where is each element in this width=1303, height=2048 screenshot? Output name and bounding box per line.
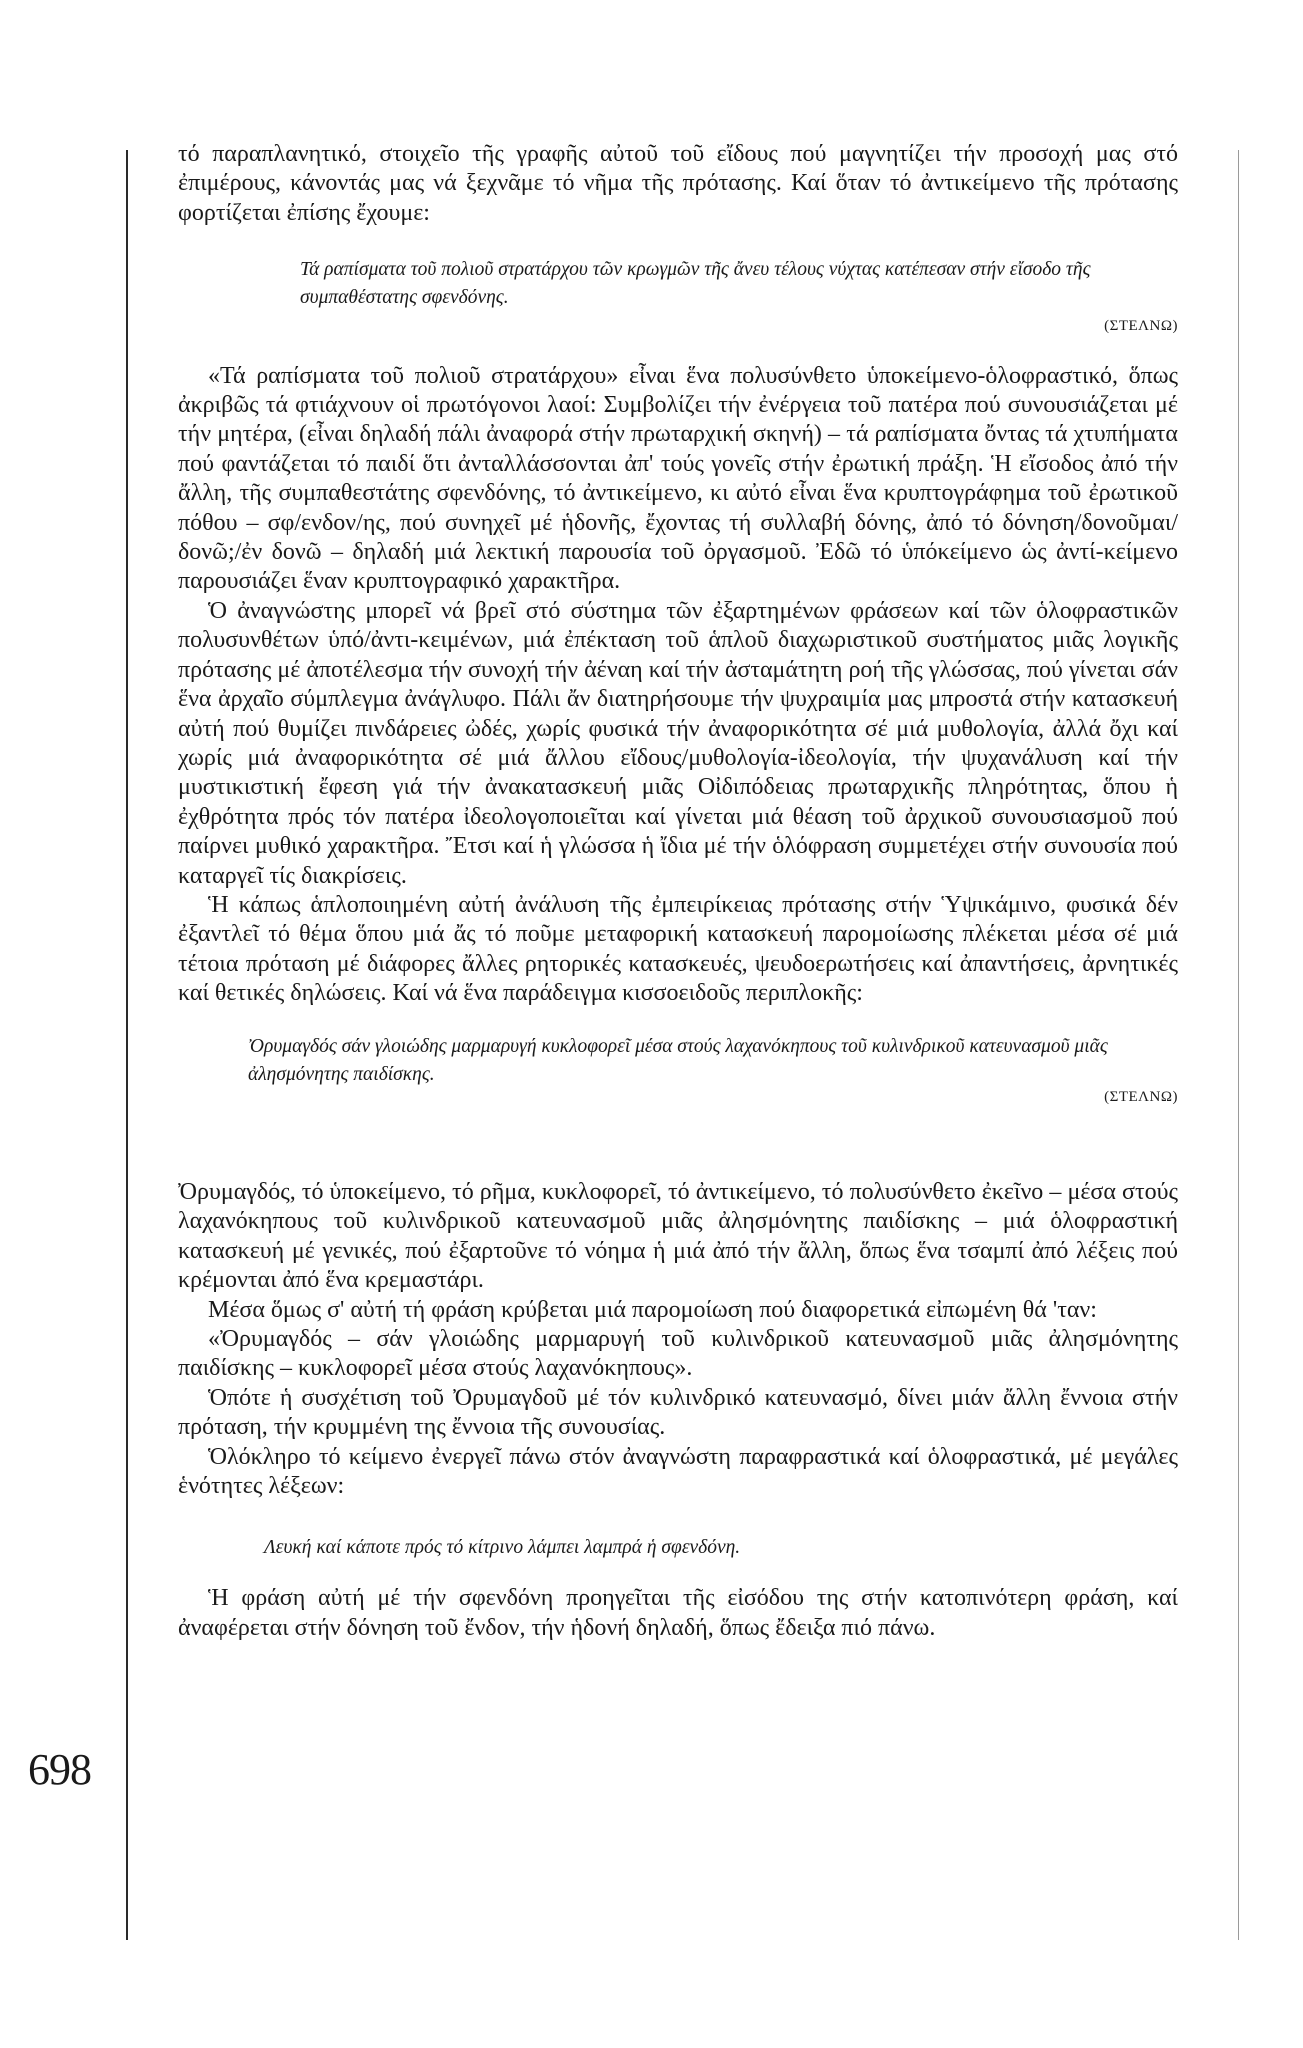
quotation-2: Ὀρυμαγδός σάν γλοιώδης μαρμαρυγή κυκλοφορεῖ μέσα στούς λαχανόκηπους τοῦ κυλινδρικοῦ κατευνασμοῦ μιᾶς ἀλησμόνητης παιδίσκης. — [248, 1035, 1108, 1085]
paragraph-1: τό παραπλανητικό, στοιχεῖο τῆς γραφῆς αὐτοῦ τοῦ εἴδους πού μαγνητίζει τήν προσοχή μας στό ἐπιμέρους, κάνοντάς μας νά ξεχνᾶμε τό νῆμα τῆς πρότασης. Καί ὅταν τό ἀντικείμενο τῆς πρότασης φορτίζεται ἐπίσης ἔχουμε: — [178, 141, 1178, 226]
quotation-1: Τά ραπίσματα τοῦ πολιοῦ στρατάρχου τῶν κρωγμῶν τῆς ἄνευ τέλους νύχτας κατέπεσαν στήν εἴσοδο τῆς συμπαθέστατης σφενδόνης. — [300, 259, 1091, 309]
paragraph-7: «Ὀρυμαγδός – σάν γλοιώδης μαρμαρυγή τοῦ κυλινδρικοῦ κατευνασμοῦ μιᾶς ἀλησμόνητης παιδίσκης – κυκλοφορεῖ μέσα στούς λαχανόκηπους». — [178, 1326, 1178, 1382]
body-text — [178, 140, 1178, 1643]
left-margin-rule — [126, 150, 128, 1940]
paragraph-2: «Τά ραπίσματα τοῦ πολιοῦ στρατάρχου» εἶναι ἕνα πολυσύνθετο ὑποκείμενο-ὁλοφραστικό, ὅπως ἀκριβῶς τά φτιάχνουν οἱ πρωτόγονοι λαοί: Συμβολίζει τήν ἐνέργεια τοῦ πατέρα πού συνουσιάζεται μέ τήν μητέρα, (εἶναι δηλαδή πάλι ἀναφορά στήν πρωταρχική σκηνή) – τά ραπίσματα ὄντας τά χτυπήματα πού φαντάζεται τό παιδί ὅτι ἀνταλλάσσονται ἀπ' τούς γονεῖς στήν ἐρωτική πράξη. Ἡ εἴσοδος ἀπό τήν ἄλλη, τῆς συμπαθεστάτης σφενδόνης, τό ἀντικείμενο, κι αὐτό εἶναι ἕνα κρυπτογράφημα τοῦ ἐρωτικοῦ πόθου – σφ/ενδον/ης, πού συνηχεῖ μέ ἡδονῆς, ἔχοντας τή συλλαβή δόνης, ἀπό τό δόνηση/δονοῦμαι/δονῶ;/ἐν δονῶ – δηλαδή μιά λεκτική παρουσία τοῦ ὀργασμοῦ. Ἐδῶ τό ὑπόκείμενο ὡς ἀντί-κείμενο παρουσιάζει ἕναν κρυπτογραφικό χαρακτῆρα. — [178, 362, 1178, 595]
paragraph-9: Ὁλόκληρο τό κείμενο ἐνεργεῖ πάνω στόν ἀναγνώστη παραφραστικά καί ὁλοφραστικά, μέ μεγάλες ἑνότητες λέξεων: — [178, 1443, 1178, 1500]
page-number: 698 — [28, 1745, 91, 1794]
paragraph-5: Ὀρυμαγδός, τό ὑποκείμενο, τό ρῆμα, κυκλοφορεῖ, τό ἀντικείμενο, τό πολυσύνθετο ἐκεῖνο – μέσα στούς λαχανόκηπους τοῦ κυλινδρικοῦ κατευνασμοῦ μιᾶς ἀλησμόνητης παιδίσκης – μιά ὁλοφραστική κατασκευή μέ γενικές, πού ἐξαρτοῦνε τό νόημα ἡ μιά ἀπό τήν ἄλλη, ὅπως ἕνα τσαμπί ἀπό λέξεις πού κρέμονται ἀπό ἕνα κρεμαστάρι. — [178, 1178, 1178, 1294]
paragraph-6: Μέσα ὅμως σ' αὐτή τή φράση κρύβεται μιά παρομοίωση πού διαφορετικά εἰπωμένη θά 'ταν: — [208, 1296, 1097, 1323]
paragraph-8: Ὁπότε ἡ συσχέτιση τοῦ Ὀρυμαγδοῦ μέ τόν κυλινδρικό κατευνασμό, δίνει μιάν ἄλλη ἔννοια στήν πρόταση, τήν κρυμμένη της ἔννοια τῆς συνουσίας. — [178, 1384, 1178, 1441]
paragraph-4: Ἡ κάπως ἁπλοποιημένη αὐτή ἀνάλυση τῆς ἐμπειρίκειας πρότασης στήν Ὑψικάμινο, φυσικά δέν ἐξαντλεῖ τό θέμα ὅπου μιά ἄς τό ποῦμε μεταφορική κατασκευή παρομοίωσης πλέκεται μέσα σέ μιά τέτοια πρόταση μέ διάφορες ἄλλες ρητορικές κατασκευές, ψευδοερωτήσεις καί ἀπαντήσεις, ἀρνητικές καί θετικές δηλώσεις. Καί νά ἕνα παράδειγμα κισσοειδοῦς περιπλοκῆς: — [178, 891, 1178, 1007]
paragraph-3: Ὁ ἀναγνώστης μπορεῖ νά βρεῖ στό σύστημα τῶν ἐξαρτημένων φράσεων καί τῶν ὁλοφραστικῶν πολυσυνθέτων ὑπό/ἀντι-κειμένων, μιά ἐπέκταση τοῦ ἁπλοῦ διαχωριστικοῦ συστήματος μιᾶς λογικῆς πρότασης μέ ἀποτέλεσμα τήν συνοχή τήν ἀέναη καί τήν ἀσταμάτητη ροή τῆς γλώσσας, πού γίνεται σάν ἕνα ἀρχαῖο σύμπλεγμα ἀνάγλυφο. Πάλι ἄν διατηρήσουμε τήν ψυχραιμία μας μπροστά στήν κατασκευή αὐτή πού θυμίζει πινδάρειες ὠδές, χωρίς φυσικά τήν ἀναφορικότητα σέ μιά μυθολογία, ἀλλά ὄχι καί χωρίς μιά ἀναφορικότητα σέ μιά ἄλλου εἴδους/μυθολογία-ἰδεολογία, τήν ψυχανάλυση καί τήν μυστικιστική ἔφεση γιά τήν ἀνακατασκευή μιᾶς Οἰδιπόδειας πρωταρχικῆς πληρότητας, ὅπου ἡ ἐχθρότητα πρός τόν πατέρα ἰδεολογοποιεῖται καί γίνεται μιά θέαση τοῦ ἀρχικοῦ συνουσιασμοῦ πού παίρνει μυθικό χαρακτῆρα. Ἔτσι καί ἡ γλώσσα ἡ ἴδια μέ τήν ὁλόφραση συμμετέχει στήν συνουσία πού καταργεῖ τίς διακρίσεις. — [178, 597, 1178, 889]
quotation-3: Λευκή καί κάποτε πρός τό κίτρινο λάμπει λαμπρά ἡ σφενδόνη. — [264, 1537, 741, 1559]
paragraph-10: Ἡ φράση αὐτή μέ τήν σφενδόνη προηγεῖται τῆς εἰσόδου της στήν κατοπινότερη φράση, καί ἀναφέρεται στήν δόνηση τοῦ ἔνδον, τήν ἡδονή δηλαδή, ὅπως ἔδειξα πιό πάνω. — [178, 1585, 1178, 1641]
quotation-2-source: (ΣΤΕΛΝΩ) — [1104, 1088, 1178, 1105]
quotation-1-source: (ΣΤΕΛΝΩ) — [1104, 318, 1178, 335]
right-margin-rule — [1238, 150, 1239, 1940]
